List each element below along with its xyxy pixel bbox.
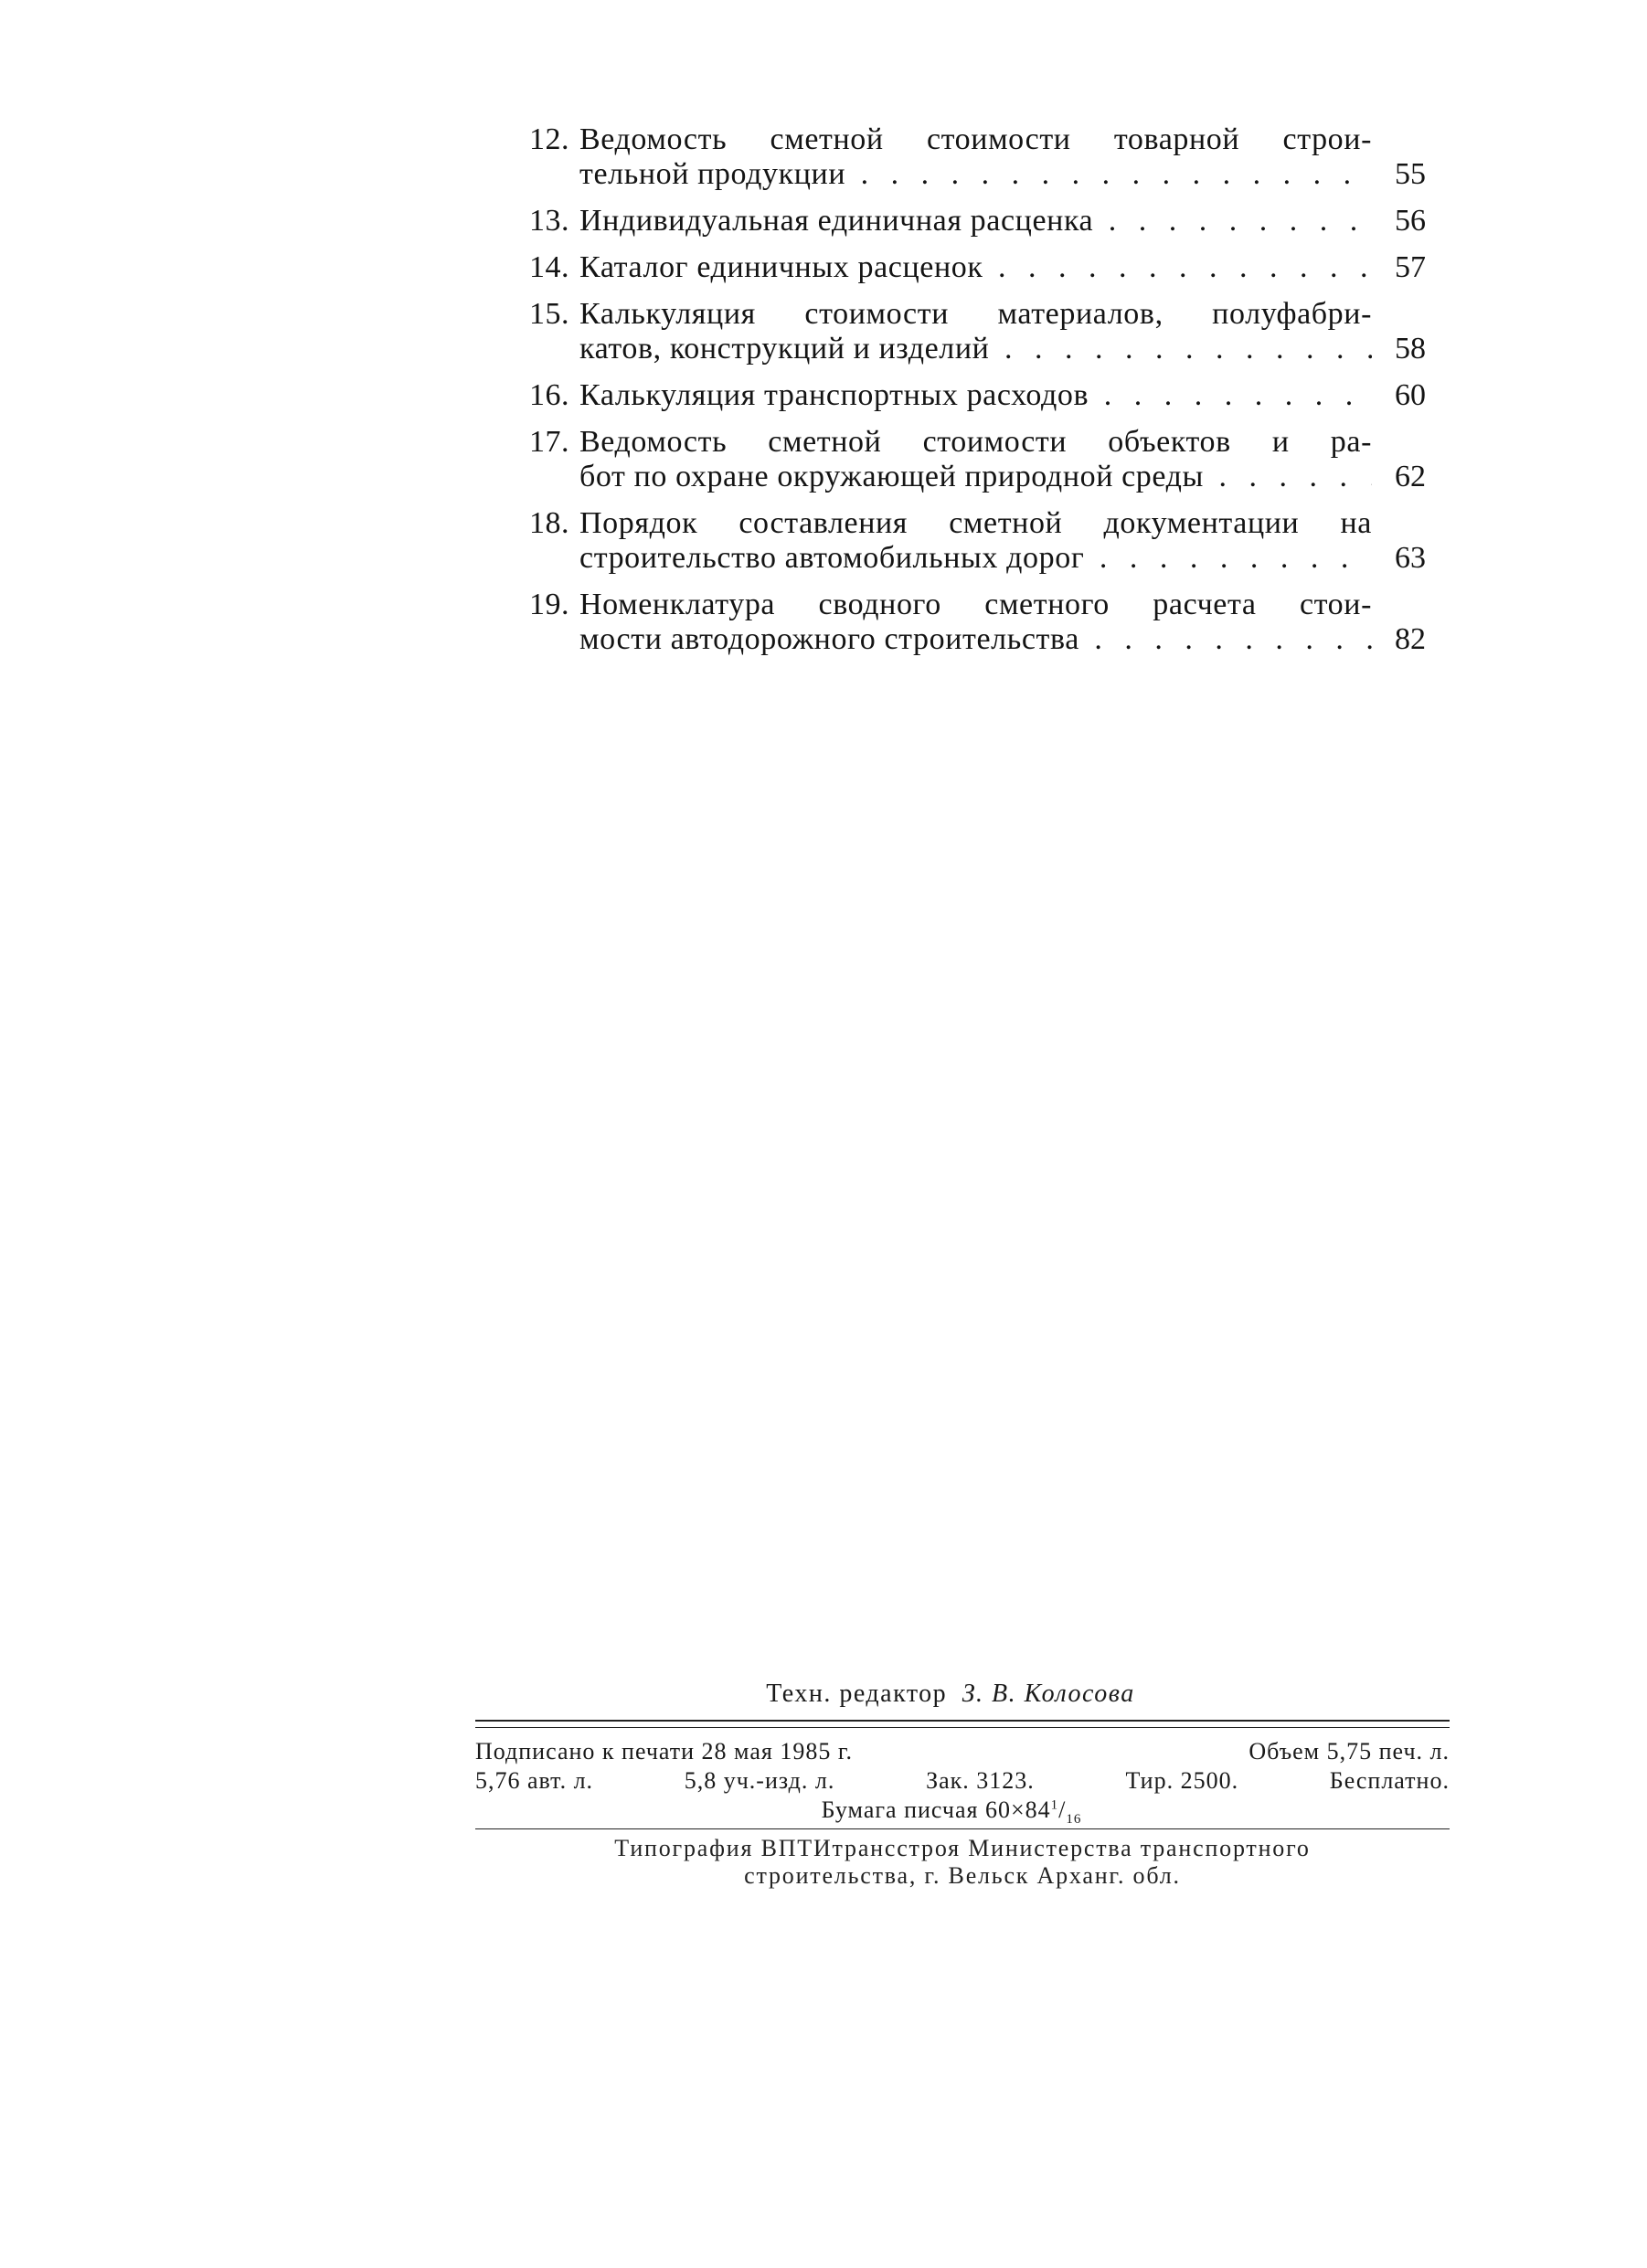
- toc-entry-page: 82: [1395, 622, 1426, 656]
- toc-entry-page: 58: [1395, 332, 1426, 366]
- printing-house-line-1: Типография ВПТИтрансстроя Министерства транспортного: [614, 1835, 1311, 1861]
- toc-entry-number: 15.: [529, 297, 569, 331]
- toc-entry-title-line: Индивидуальная единичная расценка . . .: [579, 204, 1372, 238]
- toc-entry-title-line: мости автодорожного строительства . . .: [579, 622, 1372, 657]
- toc-entry-title-line: Калькуляция транспортных расходов . . .: [579, 378, 1372, 413]
- printing-house-line-2: строительства, г. Вельск Арханг. обл.: [744, 1862, 1181, 1889]
- toc-entry-title-line: строительство автомобильных дорог . . .: [579, 541, 1372, 576]
- toc-entry-page: 55: [1395, 157, 1426, 191]
- double-divider: [475, 1720, 1450, 1728]
- toc-entry-19[interactable]: [512, 588, 1426, 657]
- toc-entry-title-line: Порядок составления сметной документации на: [579, 506, 1372, 540]
- toc-entry-title-line: бот по охране окружающей природной среды . . .: [579, 460, 1372, 494]
- toc-entry-13[interactable]: [512, 204, 1426, 238]
- toc-entry-number: 16.: [529, 378, 569, 412]
- toc-entry-15[interactable]: [512, 297, 1426, 366]
- toc-entry-number: 18.: [529, 506, 569, 540]
- toc-entry-number: 12.: [529, 122, 569, 156]
- toc-entry-title-line: тельной продукции . . .: [579, 157, 1372, 192]
- fraction-denominator: 16: [1066, 1812, 1082, 1828]
- toc-entry-title-line: Ведомость сметной стоимости объектов и ра-: [579, 425, 1372, 459]
- toc-entry-number: 19.: [529, 588, 569, 621]
- toc-entry-number: 14.: [529, 250, 569, 284]
- toc-entry-17[interactable]: [512, 425, 1426, 494]
- publisher-sheets: 5,8 уч.-изд. л.: [684, 1767, 835, 1794]
- print-details-row: [475, 1766, 1450, 1796]
- toc-entry-page: 63: [1395, 541, 1426, 575]
- tech-editor-name: З. В. Колосова: [962, 1680, 1135, 1708]
- toc-entry-page: 56: [1395, 204, 1426, 238]
- toc-entry-title-line: катов, конструкций и изделий . . .: [579, 332, 1372, 366]
- toc-entry-14[interactable]: [512, 250, 1426, 285]
- printing-house: [475, 1835, 1450, 1890]
- signed-row: [475, 1737, 1450, 1766]
- paper-format: [453, 1796, 1450, 1828]
- price-free: Бесплатно.: [1329, 1767, 1450, 1794]
- divider: [475, 1828, 1450, 1829]
- toc-entry-page: 60: [1395, 378, 1426, 412]
- toc-entry-page: 62: [1395, 460, 1426, 493]
- table-of-contents: [512, 122, 1426, 669]
- volume-print-sheets: Объем 5,75 печ. л.: [1249, 1738, 1450, 1765]
- toc-entry-number: 17.: [529, 425, 569, 459]
- author-sheets: 5,76 авт. л.: [475, 1767, 594, 1794]
- print-run: Тир. 2500.: [1125, 1767, 1239, 1794]
- toc-entry-number: 13.: [529, 204, 569, 238]
- toc-entry-title-line: Номенклатура сводного сметного расчета стои-: [579, 588, 1372, 621]
- tech-editor-line: [452, 1680, 1450, 1709]
- order-number: Зак. 3123.: [926, 1767, 1035, 1794]
- paper-format-fraction: $^1/_{16}$: [1050, 1796, 1082, 1828]
- fraction-numerator: 1: [1050, 1797, 1059, 1813]
- toc-entry-title-line: Ведомость сметной стоимости товарной строи-: [579, 122, 1372, 156]
- tech-editor-label: Техн. редактор: [766, 1680, 948, 1708]
- toc-entry-title-line: Калькуляция стоимости материалов, полуфабри-: [579, 297, 1372, 331]
- toc-entry-title-line: Каталог единичных расценок . . .: [579, 250, 1372, 285]
- toc-entry-12[interactable]: [512, 122, 1426, 192]
- signed-to-print: Подписано к печати 28 мая 1985 г.: [475, 1738, 854, 1765]
- paper-format-text: Бумага писчая 60×84: [821, 1796, 1051, 1823]
- toc-entry-page: 57: [1395, 250, 1426, 284]
- toc-entry-16[interactable]: [512, 378, 1426, 413]
- toc-entry-18[interactable]: [512, 506, 1426, 576]
- colophon: [475, 1680, 1450, 1890]
